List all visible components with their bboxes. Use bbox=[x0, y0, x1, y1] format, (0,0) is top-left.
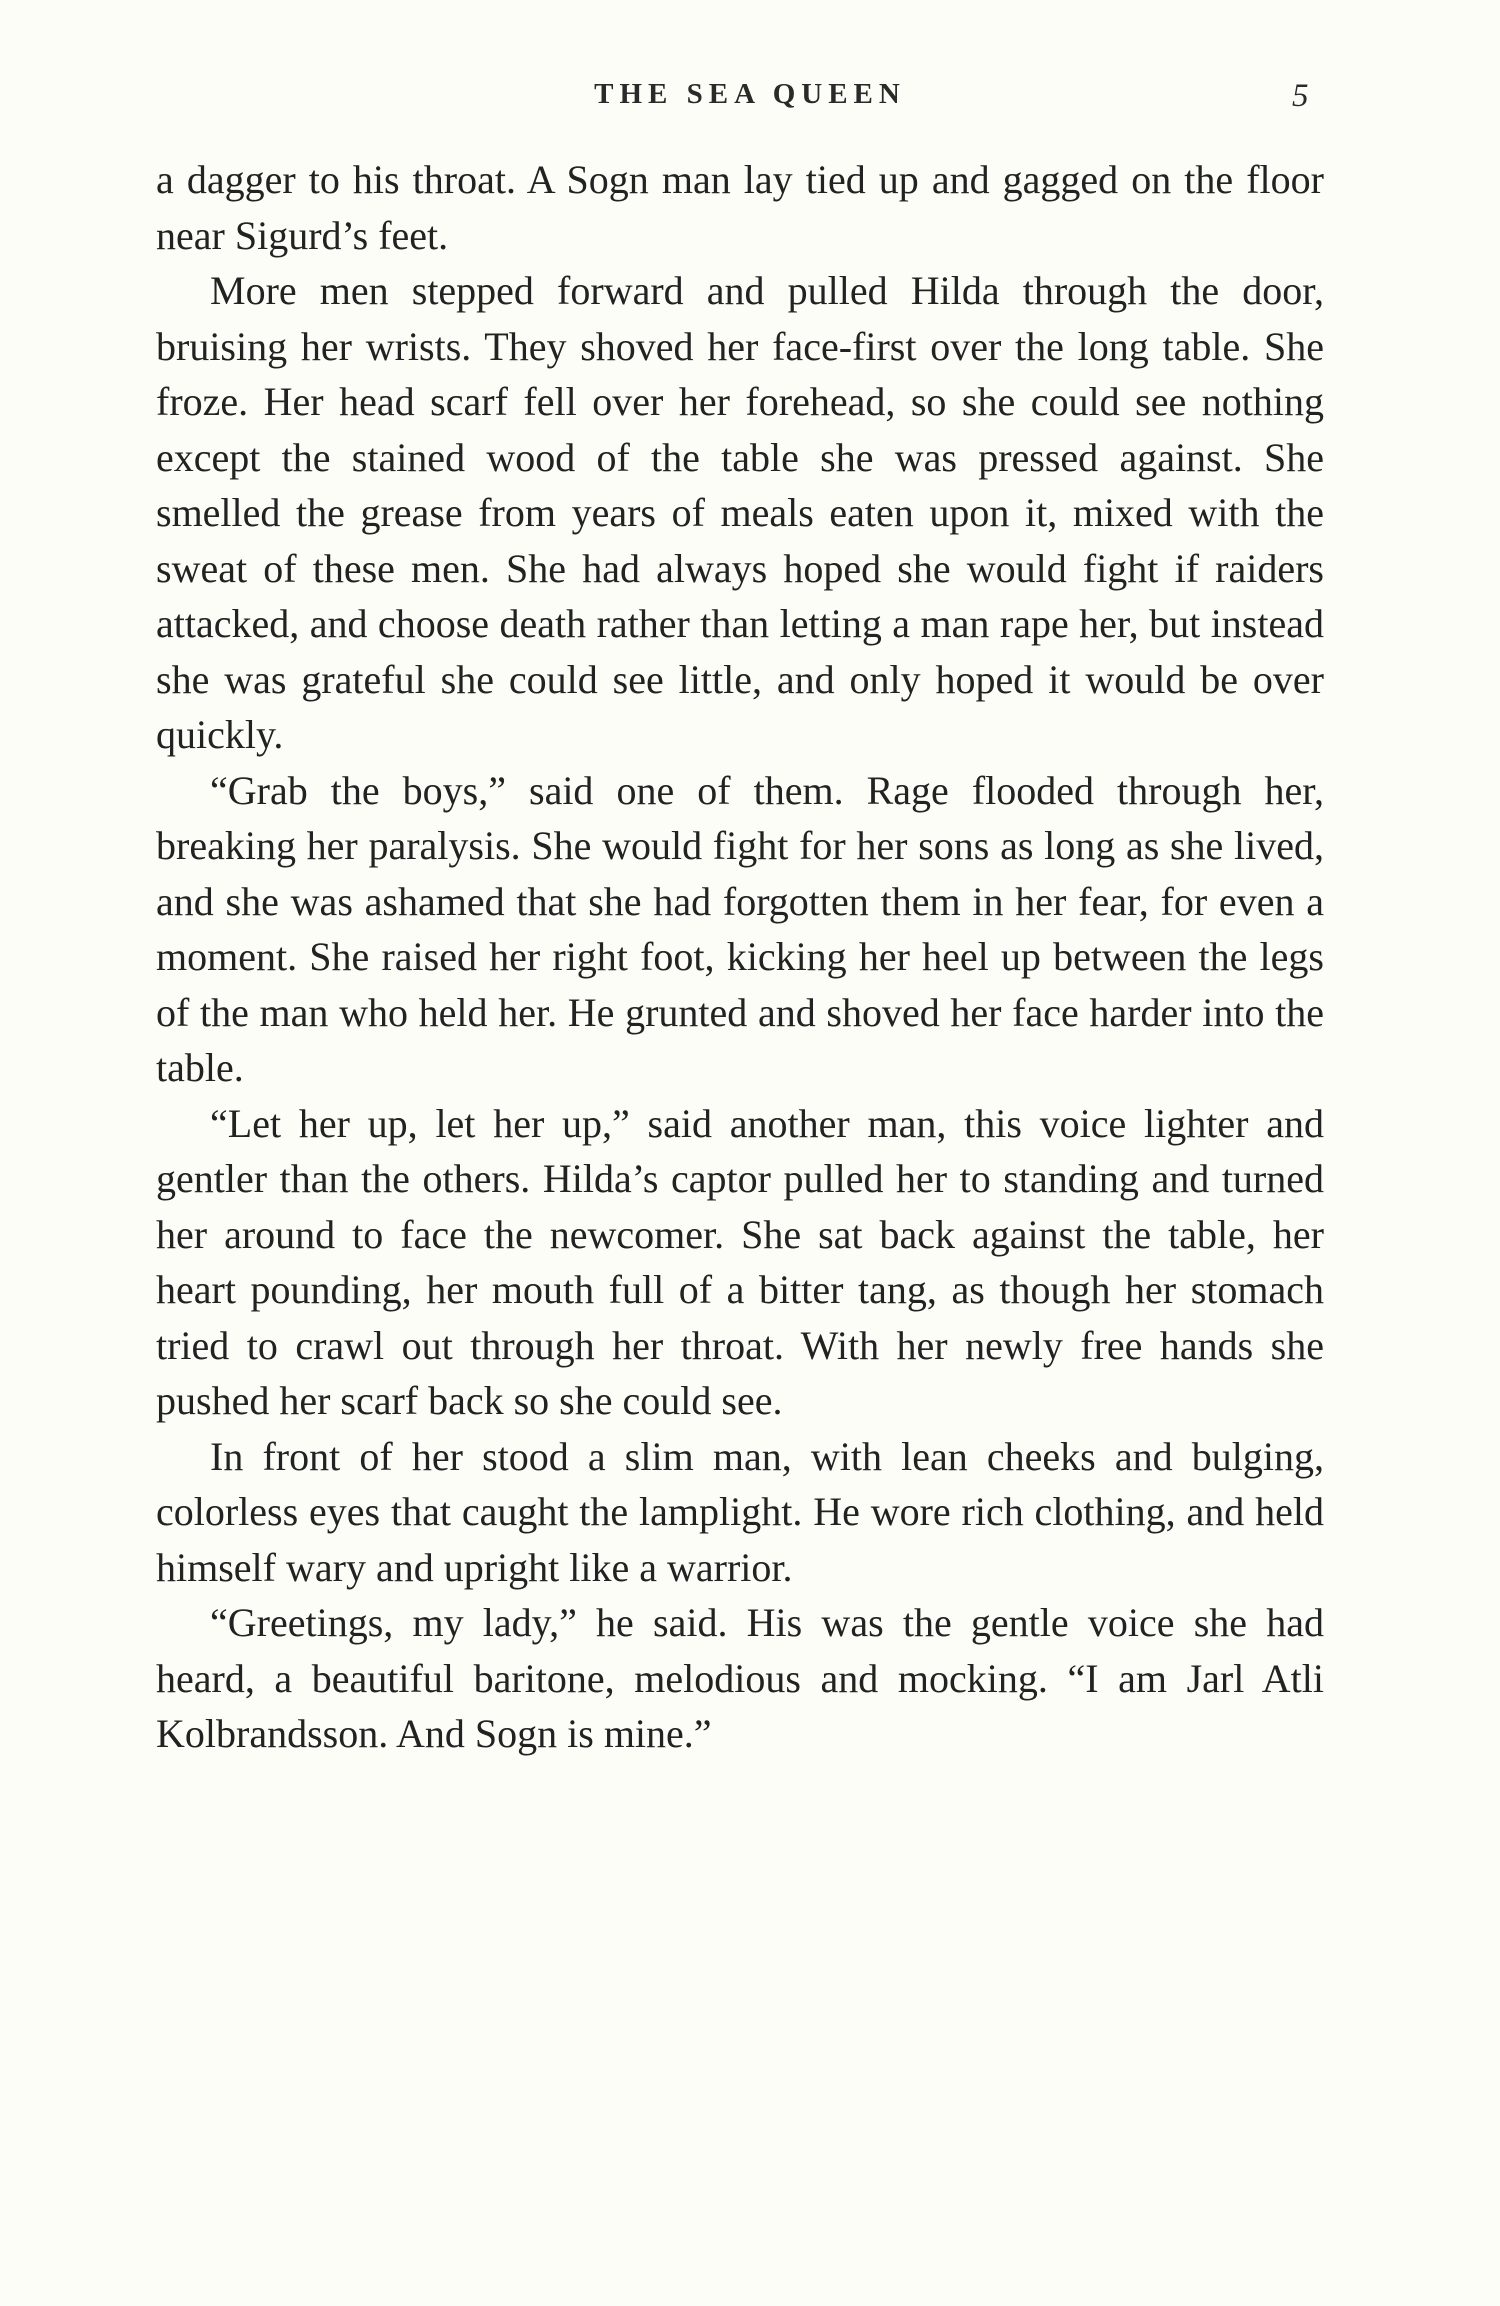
running-title: THE SEA QUEEN bbox=[594, 78, 906, 110]
paragraph: “Grab the boys,” said one of them. Rage flooded through her, breaking her paralysis. She would fight for her sons as long as she lived, and she was ashamed that she had forgotten them in her fear, for even a moment. She raised her right foot, kicking her heel up between the legs of the man who held her. He grunted and shoved her face harder into the table. bbox=[156, 767, 1324, 1090]
paragraph: In front of her stood a slim man, with lean cheeks and bulging, colorless eyes that caught the lamplight. He wore rich clothing, and held himself wary and upright like a warrior. bbox=[156, 1433, 1324, 1590]
paragraph: a dagger to his throat. A Sogn man lay tied up and gagged on the floor near Sigurd’s feet. bbox=[156, 157, 1324, 258]
page-number: 5 bbox=[1292, 78, 1309, 114]
body-text bbox=[156, 152, 1324, 1762]
paragraph: “Greetings, my lady,” he said. His was the gentle voice she had heard, a beautiful baritone, melodious and mocking. “I am Jarl Atli Kolbrandsson. And Sogn is mine.” bbox=[156, 1600, 1324, 1756]
running-head bbox=[0, 78, 1500, 118]
paragraph: More men stepped forward and pulled Hilda through the door, bruising her wrists. They shoved her face-first over the long table. She froze. Her head scarf fell over her forehead, so she could see nothing except the stained wood of the table she was pressed against. She smelled the grease from years of meals eaten upon it, mixed with the sweat of these men. She had always hoped she would fight if raiders attacked, and choose death rather than letting a man rape her, but instead she was grateful she could see little, and only hoped it would be over quickly. bbox=[156, 268, 1324, 757]
paragraph: “Let her up, let her up,” said another man, this voice lighter and gentler than the others. Hilda’s captor pulled her to standing and turned her around to face the newcomer. She sat back against the table, her heart pounding, her mouth full of a bitter tang, as though her stomach tried to crawl out through her throat. With her newly free hands she pushed her scarf back so she could see. bbox=[156, 1100, 1324, 1423]
